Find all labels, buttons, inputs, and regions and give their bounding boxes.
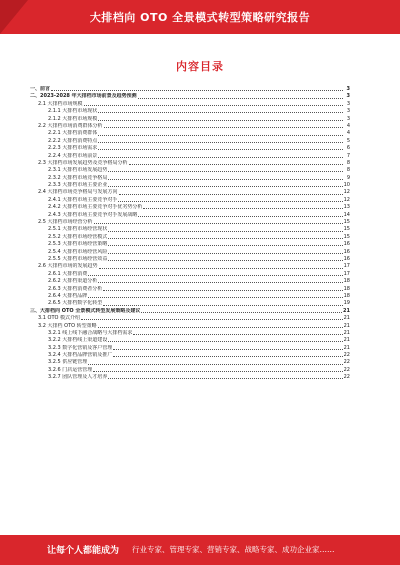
toc-leader-dots xyxy=(113,349,342,350)
toc-entry[interactable] xyxy=(30,234,350,241)
toc-entry-text: 2.5.1 大排档市场经营现状 xyxy=(48,226,108,233)
toc-leader-dots xyxy=(108,378,342,379)
toc-leader-dots xyxy=(138,216,342,217)
toc-leader-dots xyxy=(98,142,343,143)
toc-page-number: 19 xyxy=(343,300,350,307)
toc-entry-text: 2.4.2 大排档市场主要竞争对手优劣势分析 xyxy=(48,204,143,211)
toc-page-number: 3 xyxy=(346,86,350,92)
toc-leader-dots xyxy=(93,371,342,372)
toc-page-number: 10 xyxy=(343,182,350,189)
toc-leader-dots xyxy=(98,120,343,121)
toc-entry-text: 2.3.2 大排档市场竞争格局 xyxy=(48,174,108,181)
toc-entry-text: 2.2 大排档市场消费群体分析 xyxy=(38,122,103,129)
toc-entry-text: 2.5.3 大排档市场经营策略 xyxy=(48,241,108,248)
toc-entry[interactable] xyxy=(30,226,350,233)
toc-entry-text: 2.6.4 大排档品牌 xyxy=(48,292,88,299)
toc-page-number: 4 xyxy=(346,130,350,137)
toc-entry[interactable] xyxy=(30,345,350,352)
toc-page-number: 7 xyxy=(346,152,350,159)
toc-entry-text: 3.2.3 数字化营销及客户管理 xyxy=(48,344,113,351)
toc-page-number: 8 xyxy=(346,167,350,174)
toc-leader-dots xyxy=(129,164,343,165)
toc-page-number: 6 xyxy=(346,145,350,152)
toc-entry-text: 2.5.5 大排档市场经营效益 xyxy=(48,255,108,262)
toc-entry[interactable] xyxy=(30,315,350,322)
toc-entry[interactable] xyxy=(30,308,350,315)
toc-entry[interactable] xyxy=(30,286,350,293)
toc-leader-dots xyxy=(108,186,342,187)
toc-entry-text: 2.5 大排档市场经营分析 xyxy=(38,219,93,226)
toc-page-number: 3 xyxy=(346,115,350,122)
toc-entry[interactable] xyxy=(30,189,350,196)
toc-leader-dots xyxy=(138,98,343,99)
toc-entry-text: 2.6.3 大排档消费者分析 xyxy=(48,285,103,292)
toc-entry-text: 2.1 大排档市场规模 xyxy=(38,100,83,107)
toc-entry-text: 2.3.3 大排档市场主要企业 xyxy=(48,182,108,189)
toc-entry[interactable] xyxy=(30,278,350,285)
toc-page-number: 18 xyxy=(343,278,350,285)
toc-leader-dots xyxy=(108,238,342,239)
toc-page-number: 14 xyxy=(343,211,350,218)
toc-page-number: 12 xyxy=(343,189,350,196)
header-bar xyxy=(0,0,400,34)
toc-entry-text: 2.3 大排档市场发展趋势及竞争格局分析 xyxy=(38,159,128,166)
toc-entry[interactable] xyxy=(30,153,350,160)
toc-leader-dots xyxy=(108,253,342,254)
toc-page-number: 22 xyxy=(343,374,350,381)
toc-leader-dots xyxy=(99,268,343,269)
toc-entry-text: 2.2.1 大排档消费群体 xyxy=(48,130,98,137)
toc-entry-text: 3.2 大排档 OTO 转型策略 xyxy=(38,322,97,329)
toc-entry-text: 2.3.1 大排档市场发展趋势 xyxy=(48,167,108,174)
toc-page-number: 18 xyxy=(343,285,350,292)
toc-page-number: 16 xyxy=(343,241,350,248)
toc-entry[interactable] xyxy=(30,359,350,366)
toc-leader-dots xyxy=(84,105,343,106)
toc-leader-dots xyxy=(143,208,342,209)
toc-page-number: 21 xyxy=(343,322,350,329)
toc-entry-text: 三、大排档向 OTO 全景模式转型发展策略及建议 xyxy=(30,307,141,314)
toc-leader-dots xyxy=(81,319,343,320)
toc-page-number: 12 xyxy=(343,196,350,203)
toc-entry-text: 2.2.4 大排档市场前景 xyxy=(48,152,98,159)
toc-entry[interactable] xyxy=(30,123,350,130)
toc-entry[interactable] xyxy=(30,352,350,359)
toc-entry-text: 3.2.6 门店运营管理 xyxy=(48,366,93,373)
toc-entry-text: 3.2.2 大排档线上渠道建设 xyxy=(48,337,108,344)
toc-page-number: 17 xyxy=(343,263,350,270)
toc-entry[interactable] xyxy=(30,138,350,145)
toc-entry[interactable] xyxy=(30,212,350,219)
toc-entry[interactable] xyxy=(30,256,350,263)
report-title: 大排档向 OTO 全景模式转型策略研究报告 xyxy=(89,11,311,24)
toc-entry[interactable] xyxy=(30,271,350,278)
toc-leader-dots xyxy=(108,179,343,180)
toc-entry[interactable] xyxy=(30,116,350,123)
toc-entry[interactable] xyxy=(30,337,350,344)
toc-page-number: 3 xyxy=(346,100,350,107)
toc-leader-dots xyxy=(98,112,343,113)
toc-entry[interactable] xyxy=(30,101,350,108)
toc-entry-text: 2.6.1 大排档消费 xyxy=(48,270,88,277)
toc-entry-text: 二、2023-2028 年大排档市场前景及趋势预测 xyxy=(30,93,137,100)
toc-entry[interactable] xyxy=(30,219,350,226)
toc-entry-text: 3.2.4 大排档品牌营销及推广 xyxy=(48,352,113,359)
toc-leader-dots xyxy=(88,275,342,276)
toc-leader-dots xyxy=(94,223,343,224)
toc-entry[interactable] xyxy=(30,367,350,374)
toc-leader-dots xyxy=(113,356,342,357)
table-of-contents xyxy=(30,86,350,382)
toc-entry-text: 3.1 OTO 模式介绍 xyxy=(38,315,81,322)
toc-leader-dots xyxy=(108,231,342,232)
toc-entry[interactable] xyxy=(30,293,350,300)
toc-leader-dots xyxy=(88,297,342,298)
toc-leader-dots xyxy=(98,282,342,283)
toc-entry[interactable] xyxy=(30,108,350,115)
toc-leader-dots xyxy=(119,194,343,195)
footer-slogan: 让每个人都能成为 xyxy=(47,546,120,556)
toc-page-number: 4 xyxy=(346,122,350,129)
toc-page-number: 9 xyxy=(346,174,350,181)
toc-page-number: 21 xyxy=(343,315,350,322)
toc-page-number: 22 xyxy=(343,352,350,359)
toc-page-number: 18 xyxy=(343,292,350,299)
toc-entry[interactable] xyxy=(30,182,350,189)
toc-entry-text: 2.6.2 大排档渠道分析 xyxy=(48,278,98,285)
toc-entry[interactable] xyxy=(30,374,350,381)
toc-entry-text: 2.6 大排档市场的发展趋势 xyxy=(38,263,98,270)
toc-leader-dots xyxy=(51,90,343,91)
toc-leader-dots xyxy=(141,312,342,313)
toc-leader-dots xyxy=(108,341,342,342)
toc-leader-dots xyxy=(118,201,342,202)
toc-entry-text: 2.5.2 大排档市场经营模式 xyxy=(48,233,108,240)
toc-page-number: 8 xyxy=(346,159,350,166)
toc-entry[interactable] xyxy=(30,323,350,330)
toc-leader-dots xyxy=(108,245,342,246)
toc-page-number: 15 xyxy=(343,233,350,240)
toc-leader-dots xyxy=(98,135,343,136)
toc-entry[interactable] xyxy=(30,175,350,182)
toc-heading: 内容目录 xyxy=(176,60,224,73)
toc-page-number: 21 xyxy=(343,329,350,336)
toc-page-number: 16 xyxy=(343,248,350,255)
toc-page-number: 21 xyxy=(343,337,350,344)
toc-page-number: 21 xyxy=(343,307,350,314)
toc-entry-text: 2.4.1 大排档市场主要竞争对手 xyxy=(48,196,118,203)
toc-entry[interactable] xyxy=(30,197,350,204)
toc-entry-text: 2.4 大排档市场竞争格局与发展方向 xyxy=(38,189,118,196)
toc-entry[interactable] xyxy=(30,86,350,93)
toc-page-number: 13 xyxy=(343,204,350,211)
footer-bar xyxy=(0,535,400,565)
toc-entry-text: 3.2.7 团队管理及人才培养 xyxy=(48,374,108,381)
toc-page-number: 3 xyxy=(346,108,350,115)
toc-entry-text: 2.1.1 大排档市场现状 xyxy=(48,108,98,115)
toc-entry-text: 2.6.5 大排档数字化转型 xyxy=(48,300,103,307)
toc-leader-dots xyxy=(133,334,342,335)
toc-page-number: 5 xyxy=(346,137,350,144)
toc-entry[interactable] xyxy=(30,167,350,174)
toc-entry-text: 2.2.3 大排档市场需求 xyxy=(48,145,98,152)
toc-entry-text: 一、前言 xyxy=(30,86,51,92)
toc-leader-dots xyxy=(103,290,342,291)
toc-leader-dots xyxy=(108,260,342,261)
toc-entry-text: 3.2.1 线上线下融合战略与大排档需求 xyxy=(48,329,133,336)
toc-page-number: 22 xyxy=(343,359,350,366)
toc-entry[interactable] xyxy=(30,241,350,248)
toc-entry[interactable] xyxy=(30,300,350,307)
toc-page-number: 3 xyxy=(346,93,350,100)
toc-entry-text: 2.4.3 大排档市场主要竞争对手发展战略 xyxy=(48,211,138,218)
footer-roles: 行业专家、管理专家、营销专家、战略专家、成功企业家…… xyxy=(132,545,335,554)
toc-entry[interactable] xyxy=(30,330,350,337)
toc-entry-text: 3.2.5 供应链管理 xyxy=(48,359,88,366)
toc-entry-text: 2.1.2 大排档市场规模 xyxy=(48,115,98,122)
toc-page-number: 17 xyxy=(343,270,350,277)
toc-entry[interactable] xyxy=(30,130,350,137)
toc-page-number: 15 xyxy=(343,226,350,233)
toc-leader-dots xyxy=(108,171,343,172)
toc-leader-dots xyxy=(98,149,343,150)
toc-leader-dots xyxy=(88,364,342,365)
toc-page-number: 21 xyxy=(343,344,350,351)
toc-entry[interactable] xyxy=(30,263,350,270)
toc-page-number: 15 xyxy=(343,219,350,226)
toc-page-number: 16 xyxy=(343,255,350,262)
toc-entry[interactable] xyxy=(30,145,350,152)
toc-leader-dots xyxy=(103,305,342,306)
toc-entry-text: 2.2.2 大排档消费特点 xyxy=(48,137,98,144)
toc-entry[interactable] xyxy=(30,160,350,167)
toc-entry-text: 2.5.4 大排档市场经营风险 xyxy=(48,248,108,255)
toc-leader-dots xyxy=(98,327,343,328)
toc-leader-dots xyxy=(104,127,343,128)
toc-entry[interactable] xyxy=(30,249,350,256)
toc-page-number: 22 xyxy=(343,366,350,373)
toc-entry[interactable] xyxy=(30,93,350,100)
toc-entry[interactable] xyxy=(30,204,350,211)
toc-leader-dots xyxy=(98,157,343,158)
